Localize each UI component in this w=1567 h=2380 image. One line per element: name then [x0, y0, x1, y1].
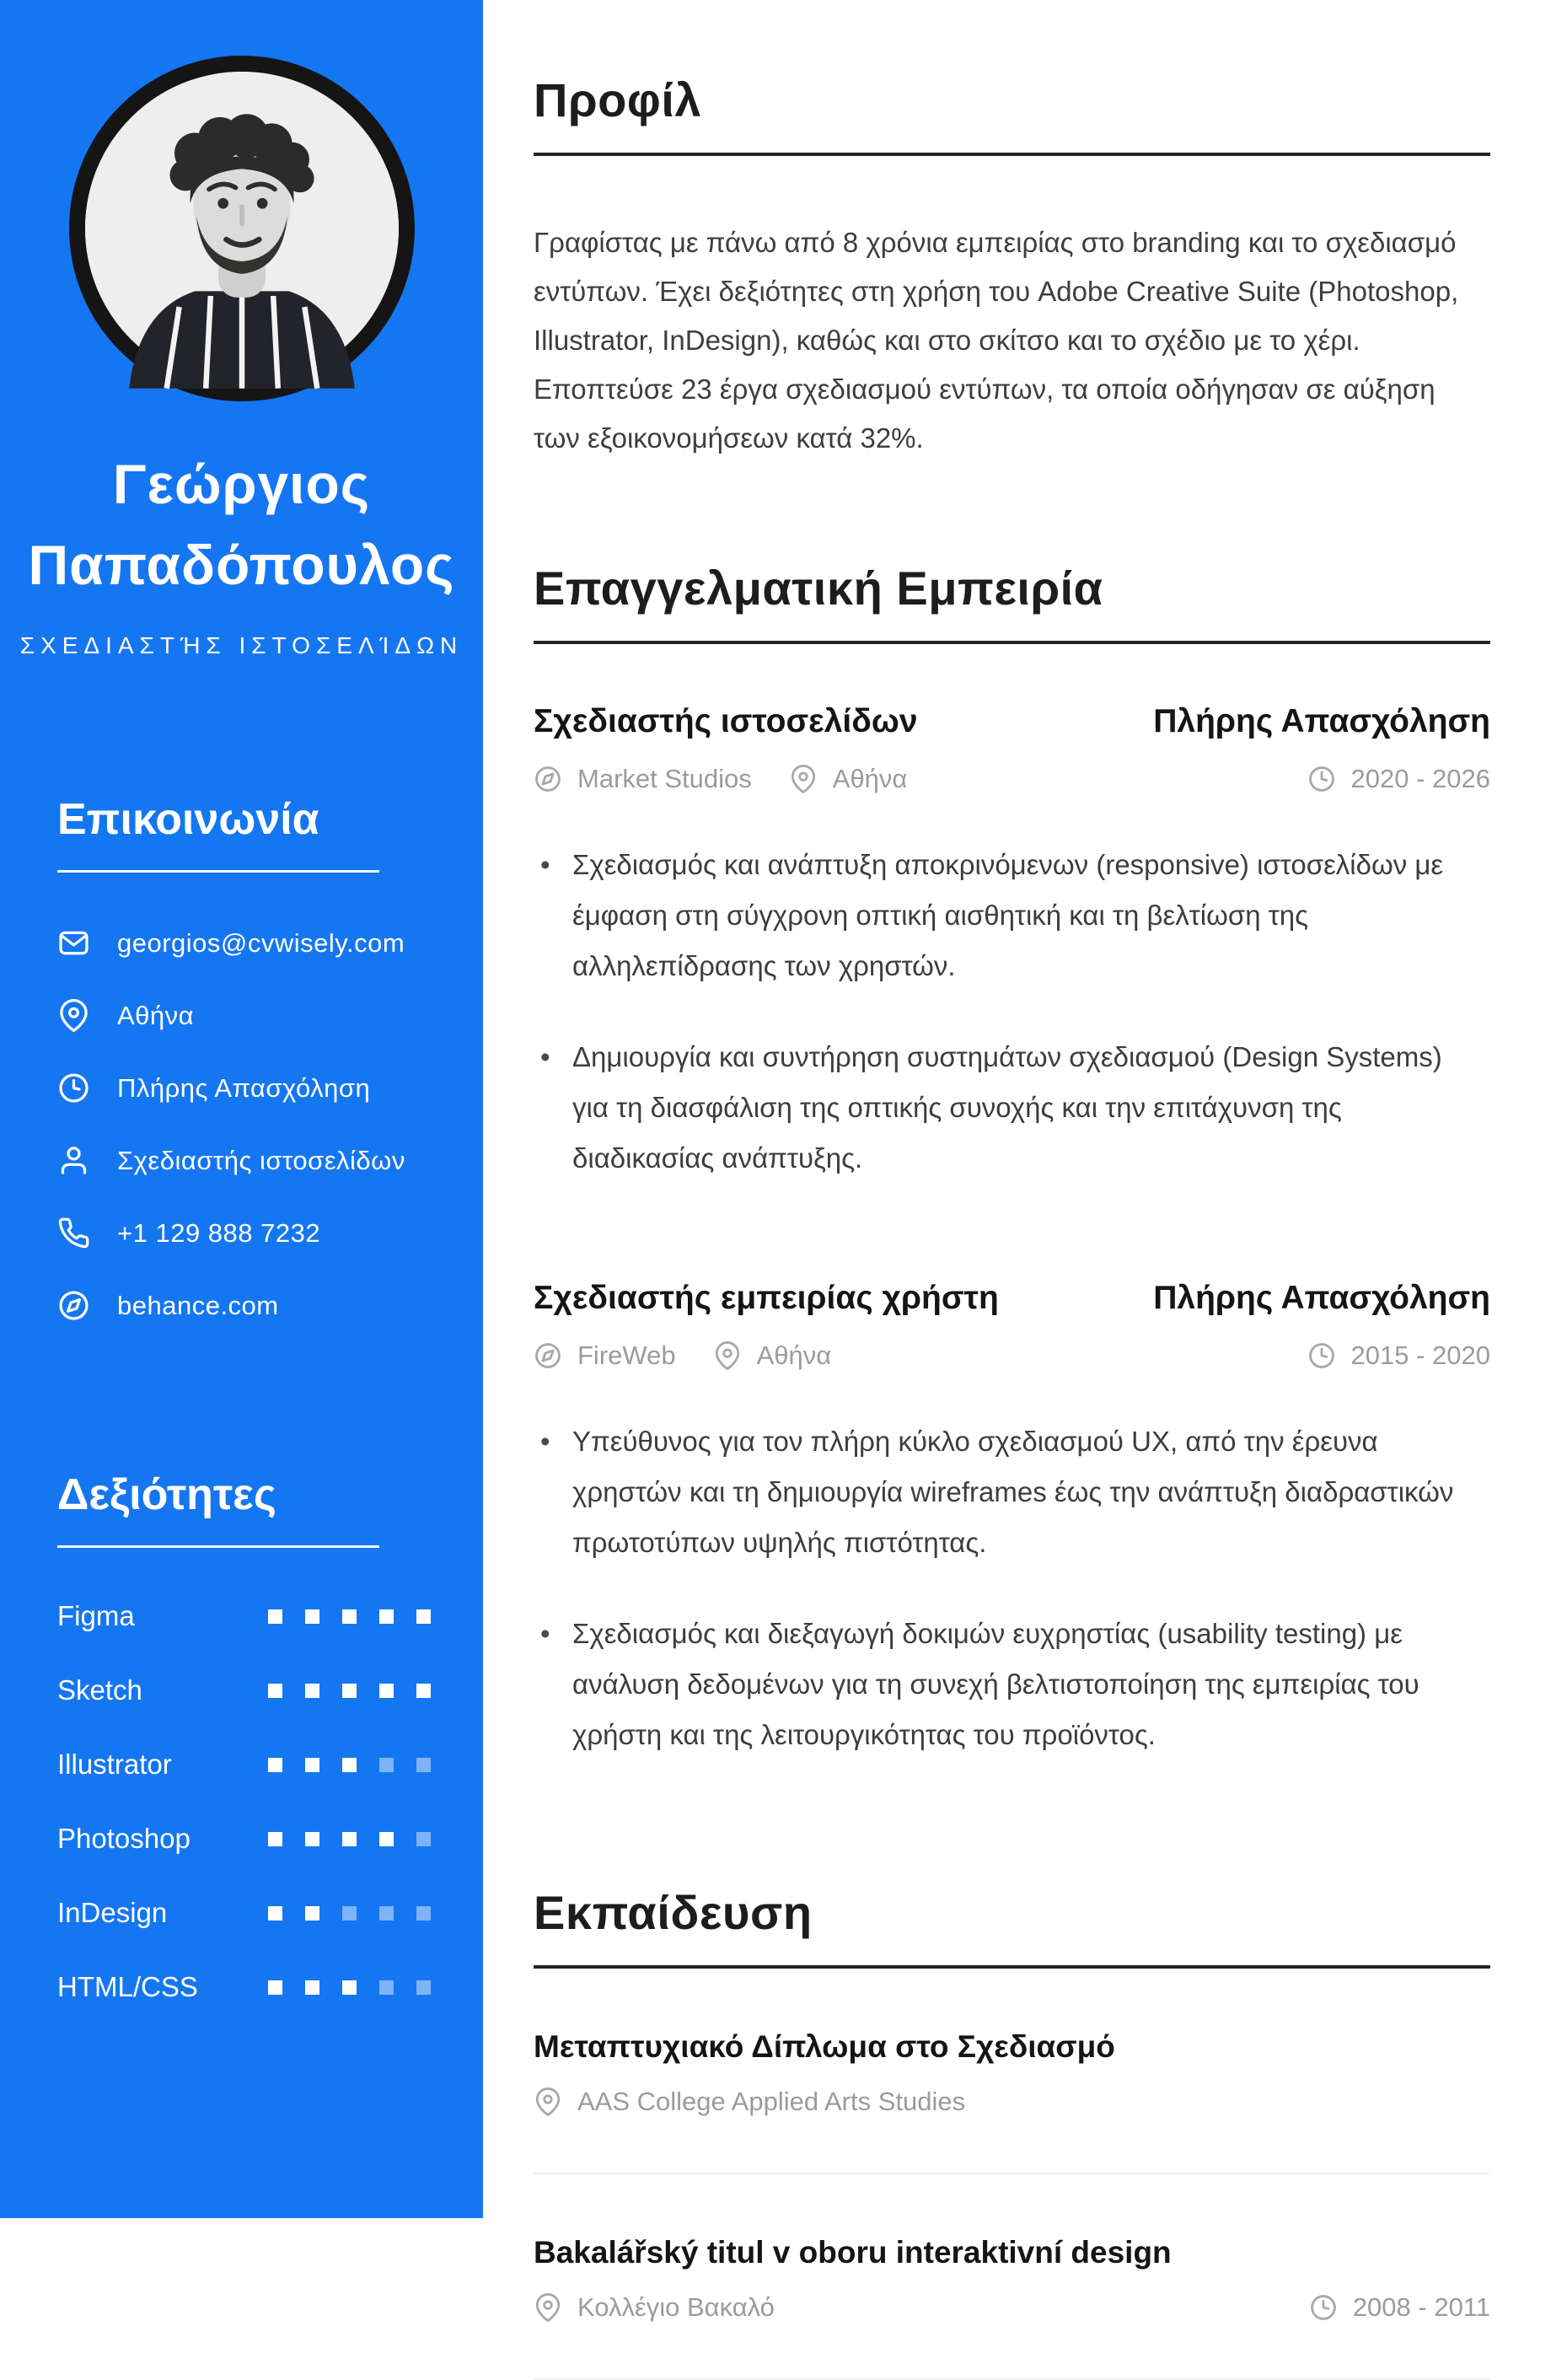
skill-square-filled [379, 1609, 394, 1624]
education-period [1309, 2292, 1490, 2323]
contact-list [57, 927, 431, 1322]
contact-item[interactable] [57, 927, 431, 959]
contact-text: Σχεδιαστής ιστοσελίδων [117, 1145, 405, 1175]
portrait-illustration [85, 72, 399, 385]
skill-row [57, 1674, 431, 1706]
education-entry [534, 1969, 1490, 2174]
job-title: Σχεδιαστής εμπειρίας χρήστη [534, 1280, 999, 1316]
job-location-name: Αθήνα [832, 764, 908, 793]
skill-name: Photoshop [57, 1823, 191, 1854]
user-icon [57, 1144, 90, 1177]
job-company [534, 1340, 676, 1371]
profile-text: Γραφίστας με πάνω από 8 χρόνια εμπειρίας στο branding και το σχεδιασμό εντύπων. Έχει δεξιότητες στη χρήση του Adobe Creative Suite (Photoshop, Illustrator, InDesign), καθώς και στο σκίτσο και το σχέδιο με το χέρι. Εποπτεύσε 23 έργα σχεδιασμού εντύπων, τα οποία οδήγησαν σε αύξηση των εξοικονομήσεων κατά 32%. [534, 227, 1459, 454]
skill-square-filled [342, 1832, 357, 1846]
skills-heading: Δεξιότητες [57, 1470, 276, 1519]
clock-icon [1307, 1341, 1336, 1370]
skill-square-filled [379, 1832, 394, 1846]
contact-item [57, 1072, 431, 1104]
skill-square-filled [305, 1609, 319, 1624]
contact-item [57, 999, 431, 1032]
clock-icon [1309, 2293, 1338, 2322]
skill-square-filled [305, 1906, 319, 1921]
skill-name: Figma [57, 1600, 135, 1631]
skill-square-filled [268, 1758, 282, 1772]
person-name [25, 443, 458, 605]
education-school [534, 2292, 775, 2323]
pin-icon [57, 999, 90, 1032]
skill-name: Sketch [57, 1674, 142, 1706]
experience-heading-rule [534, 641, 1490, 644]
skill-level-squares [268, 1906, 431, 1921]
contact-text[interactable]: georgios@cvwisely.com [117, 927, 405, 958]
job-employment-type: Πλήρης Απασχόληση [1153, 703, 1490, 739]
skill-row [57, 1897, 431, 1929]
contact-item[interactable] [57, 1289, 431, 1322]
education-school-name: Κολλέγιο Βακαλό [577, 2292, 775, 2322]
profile-photo [69, 56, 415, 401]
job-list [534, 703, 1490, 1760]
skill-row [57, 1823, 431, 1855]
skill-square-filled [268, 1609, 282, 1624]
skill-square-filled [305, 1758, 319, 1772]
contact-text: Πλήρης Απασχόληση [117, 1072, 371, 1103]
education-school-name: AAS College Applied Arts Studies [577, 2087, 966, 2116]
compass-icon [57, 1289, 90, 1322]
skill-square-empty [416, 1906, 431, 1921]
skill-square-filled [416, 1684, 431, 1698]
phone-icon [57, 1217, 90, 1249]
education-list [534, 1969, 1490, 2380]
person-role: ΣΧΕΔΙΑΣΤΉΣ ΙΣΤΟΣΕΛΊΔΩΝ [19, 632, 464, 658]
job-company-name: FireWeb [577, 1340, 676, 1370]
job-company [534, 764, 752, 794]
contact-item [57, 1144, 431, 1177]
contact-heading: Επικοινωνία [57, 795, 319, 844]
sidebar [0, 0, 483, 2218]
skill-square-empty [379, 1980, 394, 1995]
compass-icon [534, 1341, 562, 1370]
main-content [483, 0, 1567, 2322]
education-period-text: 2008 - 2011 [1352, 2292, 1490, 2322]
job-period [1307, 1340, 1490, 1371]
skill-level-squares [268, 1684, 431, 1698]
experience-heading: Επαγγελματική Εμπειρία [534, 561, 1103, 615]
name-line-2: Παπαδόπουλος [28, 534, 455, 596]
job-location [789, 764, 908, 794]
skill-square-filled [305, 1684, 319, 1698]
pin-icon [789, 765, 818, 793]
job-company-name: Market Studios [577, 764, 752, 793]
job-meta-left [534, 764, 907, 794]
skill-row [57, 1971, 431, 2003]
skill-square-filled [305, 1980, 319, 1995]
education-meta-row [534, 2292, 1490, 2323]
job-location [713, 1340, 832, 1371]
skill-level-squares [268, 1832, 431, 1846]
education-entry [534, 2174, 1490, 2380]
job-header [534, 1280, 1490, 1317]
education-section [534, 1885, 1490, 2380]
skill-name: Illustrator [57, 1749, 172, 1780]
skill-square-empty [379, 1906, 394, 1921]
education-title: Bakalářský titul v oboru interaktivní design [534, 2235, 1172, 2270]
skill-row [57, 1600, 431, 1632]
skill-square-filled [305, 1832, 319, 1846]
profile-heading-rule [534, 153, 1490, 156]
contact-heading-rule [57, 870, 379, 873]
contact-text[interactable]: +1 129 888 7232 [117, 1217, 321, 1248]
job-period [1307, 764, 1490, 794]
skill-square-empty [416, 1980, 431, 1995]
education-title: Μεταπτυχιακό Δίπλωμα στο Σχεδιασμό [534, 2029, 1115, 2064]
job-period-text: 2020 - 2026 [1350, 764, 1490, 793]
skills-section [57, 1469, 431, 2045]
skill-square-filled [268, 1906, 282, 1921]
skill-name: InDesign [57, 1897, 168, 1928]
job-meta-row [534, 1340, 1490, 1371]
skill-square-filled [416, 1609, 431, 1624]
contact-text: Αθήνα [117, 1000, 195, 1030]
job-meta-row [534, 764, 1490, 794]
profile-heading: Προφίλ [534, 73, 702, 126]
name-line-1: Γεώργιος [112, 453, 371, 515]
skills-list [57, 1600, 431, 2003]
experience-section [534, 561, 1490, 1760]
skill-square-filled [268, 1980, 282, 1995]
skill-square-filled [342, 1609, 357, 1624]
job-header [534, 703, 1490, 740]
pin-icon [534, 2087, 562, 2116]
job-entry [534, 703, 1490, 1184]
skill-square-empty [416, 1758, 431, 1772]
skill-square-filled [268, 1832, 282, 1846]
job-bullet-list [534, 1416, 1490, 1760]
skill-square-filled [342, 1980, 357, 1995]
skill-square-empty [379, 1758, 394, 1772]
job-bullet-list [534, 840, 1490, 1184]
skill-level-squares [268, 1980, 431, 1995]
mail-icon [57, 927, 90, 959]
skill-level-squares [268, 1758, 431, 1772]
job-title: Σχεδιαστής ιστοσελίδων [534, 703, 918, 739]
profile-section [534, 73, 1490, 463]
job-location-name: Αθήνα [756, 1340, 832, 1370]
education-school [534, 2087, 965, 2117]
education-meta-row [534, 2087, 1490, 2117]
skill-square-filled [342, 1758, 357, 1772]
job-entry [534, 1280, 1490, 1760]
job-bullet: • Σχεδιασμός και ανάπτυξη αποκρινόμενων (responsive) ιστοσελίδων με έμφαση στη σύγχρονη οπτική αισθητική και τη βελτίωση της αλληλεπίδρασης των χρηστών. [534, 840, 1483, 991]
job-meta-left [534, 1340, 831, 1371]
pin-icon [713, 1341, 742, 1370]
pin-icon [534, 2293, 562, 2322]
compass-icon [534, 765, 562, 793]
skills-heading-rule [57, 1545, 379, 1548]
job-bullet: • Υπεύθυνος για τον πλήρη κύκλο σχεδιασμού UX, από την έρευνα χρηστών και τη δημιουργία wireframes έως την ανάπτυξη διαδραστικών πρωτοτύπων υψηλής πιστότητας. [534, 1416, 1483, 1568]
job-bullet: • Δημιουργία και συντήρηση συστημάτων σχεδιασμού (Design Systems) για τη διασφάλιση της οπτικής συνοχής και την επιτάχυνση της διαδικασίας ανάπτυξης. [534, 1032, 1483, 1184]
contact-section [57, 794, 431, 1362]
job-employment-type: Πλήρης Απασχόληση [1153, 1280, 1490, 1316]
skill-square-empty [342, 1906, 357, 1921]
clock-icon [1307, 765, 1336, 793]
contact-text[interactable]: behance.com [117, 1290, 279, 1320]
skill-level-squares [268, 1609, 431, 1624]
skill-name: HTML/CSS [57, 1971, 198, 2002]
job-period-text: 2015 - 2020 [1350, 1340, 1490, 1370]
skill-square-filled [268, 1684, 282, 1698]
skill-square-empty [416, 1832, 431, 1846]
skill-square-filled [342, 1684, 357, 1698]
clock-icon [57, 1072, 90, 1104]
skill-row [57, 1749, 431, 1781]
education-heading: Εκπαίδευση [534, 1886, 813, 1939]
job-bullet: • Σχεδιασμός και διεξαγωγή δοκιμών ευχρηστίας (usability testing) με ανάλυση δεδομένων για τη συνεχή βελτιστοποίηση της εμπειρίας του χρήστη και της λειτουργικότητας του προϊόντος. [534, 1609, 1483, 1760]
skill-square-filled [379, 1684, 394, 1698]
contact-item[interactable] [57, 1217, 431, 1249]
